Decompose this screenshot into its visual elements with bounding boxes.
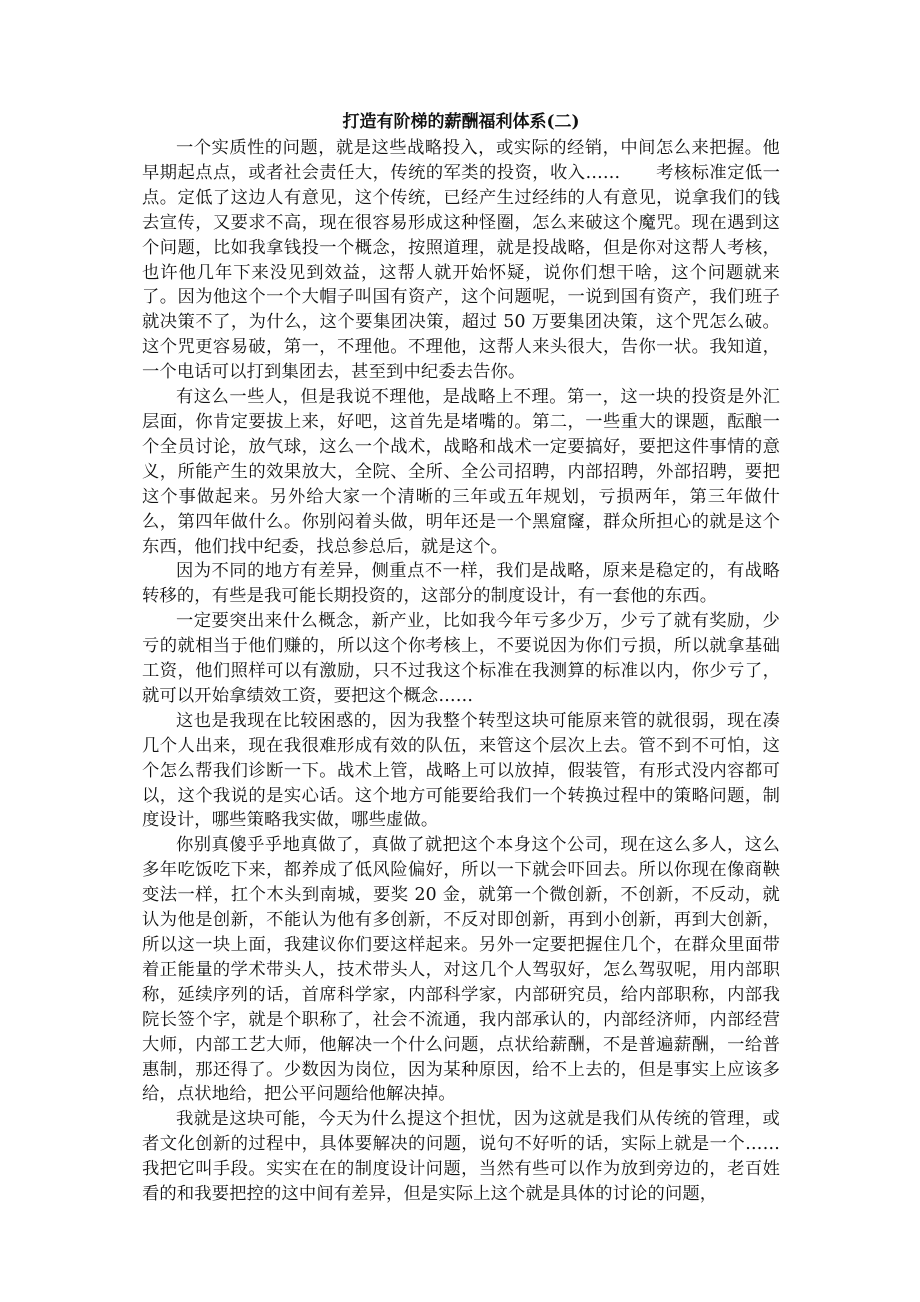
paragraph-1: 一个实质性的问题，就是这些战略投入，或实际的经销，中间怎么来把握。他早期起点点，或者社会责任大，传统的军类的投资，收入…… 考核标准定低一点。定低了这边人有意见，这个传统，已经产生过经纬的人有意见，说拿我们的钱去宣传，又要求不高，现在很容易形成这种怪圈，怎么来破这个魔咒。现在遇到这个问题，比如我拿钱投一个概念，按照道理，就是投战略，但是你对这帮人考核，也许他几年下来没见到效益，这帮人就开始怀疑，说你们想干啥，这个问题就来了。因为他这个一个大帽子叫国有资产，这个问题呢，一说到国有资产，我们班子就决策不了，为什么，这个要集团决策，超过 50 万要集团决策，这个咒怎么破。这个咒更容易破，第一，不理他。不理他，这帮人来头很大，告你一状。我知道，一个电话可以打到集团去，甚至到中纪委去告你。 <box>142 138 780 383</box>
paragraph-3: 因为不同的地方有差异，侧重点不一样，我们是战略，原来是稳定的，有战略转移的，有些是我可能长期投资的，这部分的制度设计，有一套他的东西。 <box>142 561 780 607</box>
paragraph-5: 这也是我现在比较困惑的，因为我整个转型这块可能原来管的就很弱，现在凑几个人出来，现在我很难形成有效的队伍，来管这个层次上去。管不到不可怕，这个怎么帮我们诊断一下。战术上管，战略上可以放掉，假装管，有形式没内容都可以，这个我说的是实心话。这个地方可能要给我们一个转换过程中的策略问题，制度设计，哪些策略我实做，哪些虚做。 <box>142 710 780 831</box>
paragraph-6: 你别真傻乎乎地真做了，真做了就把这个本身这个公司，现在这么多人，这么多年吃饭吃下来，都养成了低风险偏好，所以一下就会吓回去。所以你现在像商鞅变法一样，扛个木头到南城，要奖 20 金，就第一个微创新，不创新，不反动，就认为他是创新，不能认为他有多创新，不反对即创新，再到小创新，再到大创新，所以这一块上面，我建议你们要这样起来。另外一定要把握住几个，在群众里面带着正能量的学术带头人，技术带头人，对这几个人驾驭好，怎么驾驭呢，用内部职称，延续序列的话，首席科学家，内部科学家，内部研究员，给内部职称，内部我院长签个字，就是个职称了，社会不流通，我内部承认的，内部经济师，内部经营大师，内部工艺大师，他解决一个什么问题，点状给薪酬，不是普遍薪酬，一给普惠制，那还得了。少数因为岗位，因为某种原因，给不上去的，但是事实上应该多给，点状地给，把公平问题给他解决掉。 <box>142 835 780 1105</box>
paragraph-7: 我就是这块可能，今天为什么提这个担忧，因为这就是我们从传统的管理，或者文化创新的过程中，具体要解决的问题，说句不好听的话，实际上就是一个……我把它叫手段。实实在在的制度设计问题，当然有些可以作为放到旁边的，老百姓看的和我要把控的这中间有差异，但是实际上这个就是具体的讨论的问题， <box>142 1109 780 1205</box>
paragraph-4: 一定要突出来什么概念，新产业，比如我今年亏多少万，少亏了就有奖励，少亏的就相当于他们赚的，所以这个你考核上，不要说因为你们亏损，所以就拿基础工资，他们照样可以有激励，只不过我这个标准在我测算的标准以内，你少亏了，就可以开始拿绩效工资，要把这个概念…… <box>142 611 780 706</box>
document-page <box>142 112 780 1207</box>
paragraph-2: 有这么一些人，但是我说不理他，是战略上不理。第一，这一块的投资是外汇层面，你肯定要拔上来，好吧，这首先是堵嘴的。第二，一些重大的课题，酝酿一个全员讨论，放气球，这么一个战术，战略和战术一定要搞好，要把这件事情的意义，所能产生的效果放大，全院、全所、全公司招聘，内部招聘，外部招聘，要把这个事做起来。另外给大家一个清晰的三年或五年规划，亏损两年，第三年做什么，第四年做什么。你别闷着头做，明年还是一个黑窟窿，群众所担心的就是这个东西，他们找中纪委，找总参总后，就是这个。 <box>142 387 780 557</box>
document-title: 打造有阶梯的薪酬福利体系(二) <box>342 112 580 132</box>
